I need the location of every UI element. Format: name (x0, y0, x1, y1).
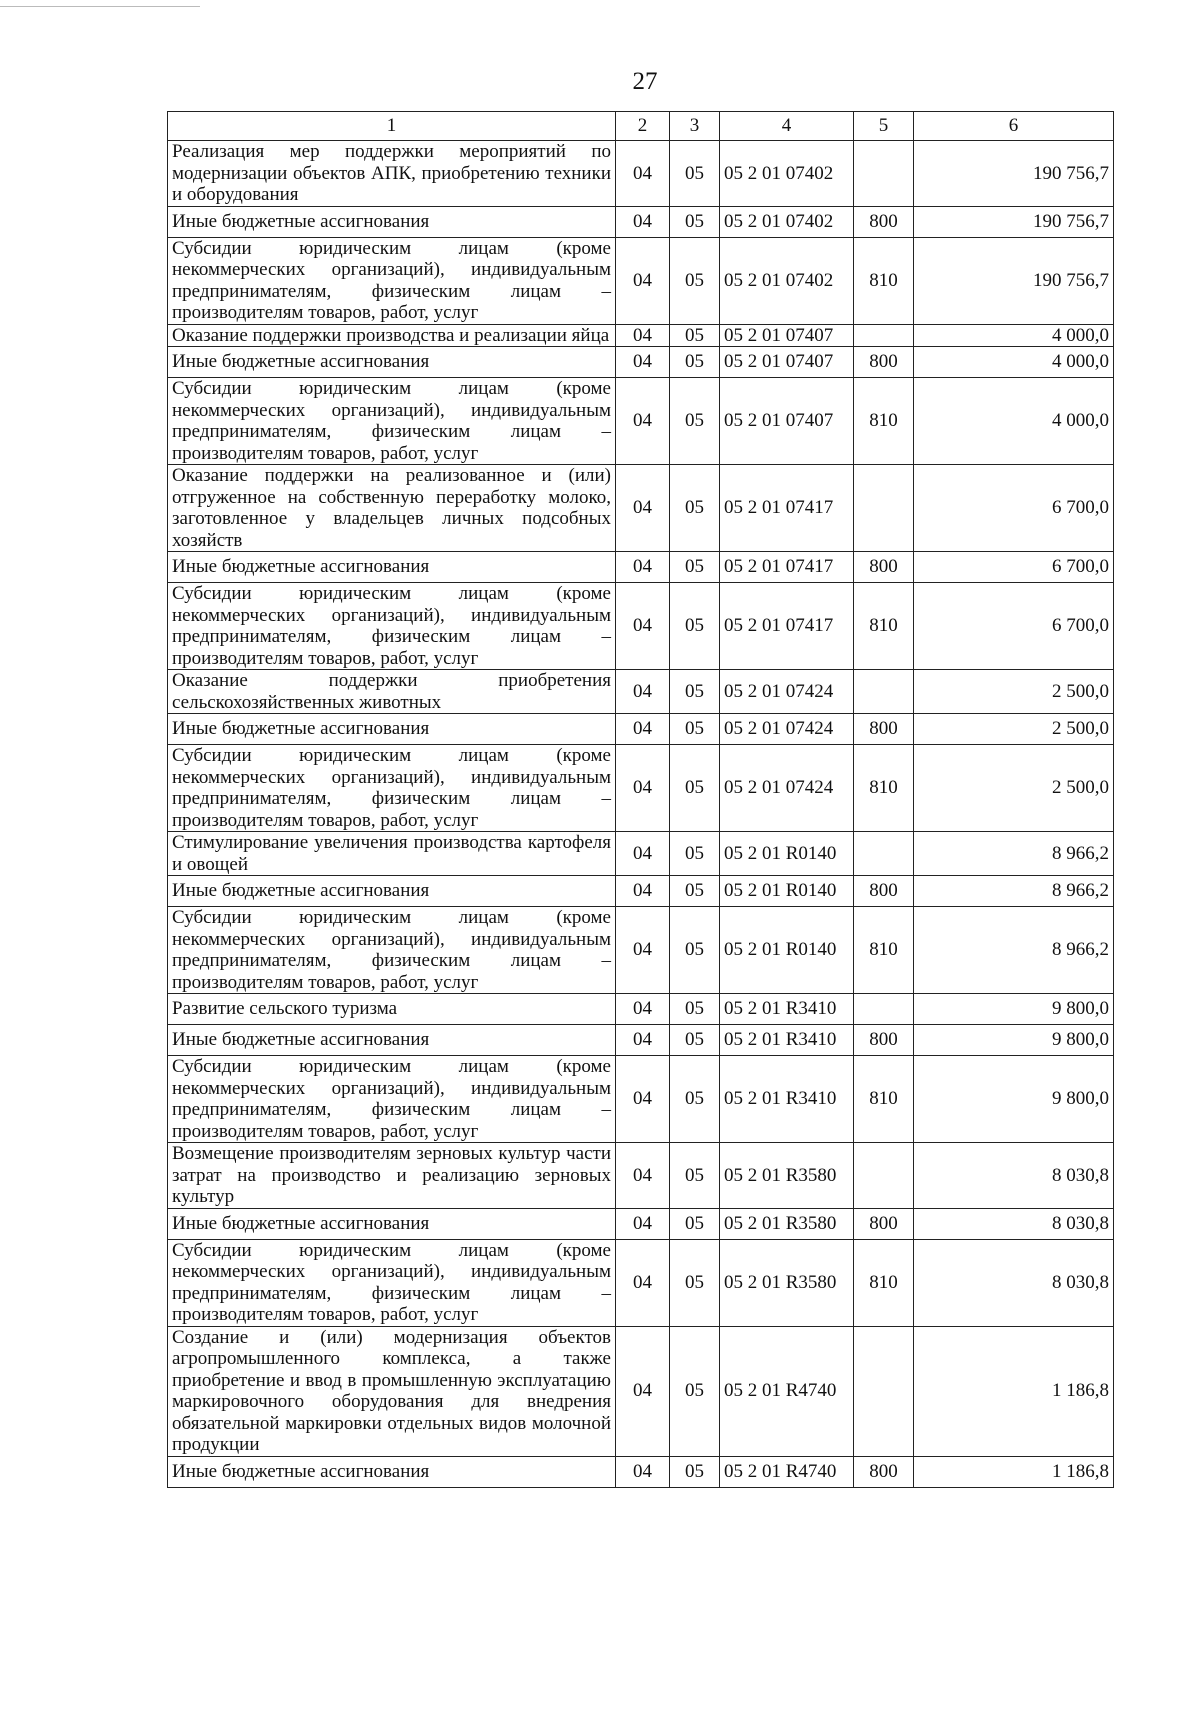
expense-type-code (854, 670, 914, 714)
subsection-code: 05 (670, 1143, 720, 1209)
section-code: 04 (616, 237, 670, 324)
row-name: Субсидии юридическим лицам (кроме некоммерческих организаций), индивидуальным предпринимателям, физическим лицам – производителям товаров, работ, услуг (168, 745, 616, 832)
amount: 2 500,0 (914, 714, 1114, 745)
expense-type-code (854, 994, 914, 1025)
table-row (168, 583, 1114, 670)
subsection-code: 05 (670, 832, 720, 876)
table-row (168, 994, 1114, 1025)
section-code: 04 (616, 745, 670, 832)
section-code: 04 (616, 994, 670, 1025)
table-row (168, 552, 1114, 583)
expense-type-code: 800 (854, 1025, 914, 1056)
subsection-code: 05 (670, 206, 720, 237)
section-code: 04 (616, 1239, 670, 1326)
amount: 6 700,0 (914, 465, 1114, 552)
section-code: 04 (616, 1326, 670, 1456)
expense-type-code: 800 (854, 206, 914, 237)
expense-type-code: 800 (854, 876, 914, 907)
column-header: 1 (168, 112, 616, 141)
section-code: 04 (616, 1208, 670, 1239)
expense-type-code: 810 (854, 378, 914, 465)
table-row (168, 237, 1114, 324)
expense-type-code: 810 (854, 1239, 914, 1326)
expense-type-code: 800 (854, 1456, 914, 1487)
target-article-code: 05 2 01 R3410 (720, 1056, 854, 1143)
amount: 8 030,8 (914, 1143, 1114, 1209)
subsection-code: 05 (670, 876, 720, 907)
section-code: 04 (616, 1025, 670, 1056)
row-name: Иные бюджетные ассигнования (168, 876, 616, 907)
table-row (168, 206, 1114, 237)
column-header: 4 (720, 112, 854, 141)
table-row (168, 1056, 1114, 1143)
amount: 6 700,0 (914, 583, 1114, 670)
subsection-code: 05 (670, 1239, 720, 1326)
table-row (168, 141, 1114, 207)
table-row (168, 670, 1114, 714)
expense-type-code (854, 465, 914, 552)
section-code: 04 (616, 583, 670, 670)
section-code: 04 (616, 378, 670, 465)
row-name: Иные бюджетные ассигнования (168, 1025, 616, 1056)
section-code: 04 (616, 670, 670, 714)
subsection-code: 05 (670, 237, 720, 324)
row-name: Субсидии юридическим лицам (кроме некоммерческих организаций), индивидуальным предпринимателям, физическим лицам – производителям товаров, работ, услуг (168, 378, 616, 465)
table-row (168, 876, 1114, 907)
amount: 9 800,0 (914, 994, 1114, 1025)
section-code: 04 (616, 1056, 670, 1143)
table-row (168, 1025, 1114, 1056)
amount: 190 756,7 (914, 237, 1114, 324)
row-name: Субсидии юридическим лицам (кроме некоммерческих организаций), индивидуальным предпринимателям, физическим лицам – производителям товаров, работ, услуг (168, 583, 616, 670)
target-article-code: 05 2 01 07407 (720, 347, 854, 378)
section-code: 04 (616, 141, 670, 207)
row-name: Оказание поддержки приобретения сельскохозяйственных животных (168, 670, 616, 714)
table-row (168, 1456, 1114, 1487)
column-header: 2 (616, 112, 670, 141)
target-article-code: 05 2 01 R0140 (720, 907, 854, 994)
amount: 2 500,0 (914, 670, 1114, 714)
row-name: Субсидии юридическим лицам (кроме некоммерческих организаций), индивидуальным предпринимателям, физическим лицам – производителям товаров, работ, услуг (168, 1239, 616, 1326)
budget-table (167, 111, 1114, 1488)
row-name: Иные бюджетные ассигнования (168, 552, 616, 583)
table-row (168, 745, 1114, 832)
subsection-code: 05 (670, 994, 720, 1025)
target-article-code: 05 2 01 R4740 (720, 1326, 854, 1456)
target-article-code: 05 2 01 07417 (720, 465, 854, 552)
amount: 1 186,8 (914, 1456, 1114, 1487)
amount: 4 000,0 (914, 378, 1114, 465)
expense-type-code: 800 (854, 347, 914, 378)
table-row (168, 832, 1114, 876)
expense-type-code (854, 832, 914, 876)
subsection-code: 05 (670, 1056, 720, 1143)
row-name: Реализация мер поддержки мероприятий по модернизации объектов АПК, приобретению техники и оборудования (168, 141, 616, 207)
amount: 8 966,2 (914, 907, 1114, 994)
expense-type-code: 810 (854, 1056, 914, 1143)
row-name: Иные бюджетные ассигнования (168, 714, 616, 745)
subsection-code: 05 (670, 1208, 720, 1239)
expense-type-code: 810 (854, 237, 914, 324)
row-name: Субсидии юридическим лицам (кроме некоммерческих организаций), индивидуальным предпринимателям, физическим лицам – производителям товаров, работ, услуг (168, 237, 616, 324)
section-code: 04 (616, 1143, 670, 1209)
section-code: 04 (616, 714, 670, 745)
amount: 8 966,2 (914, 876, 1114, 907)
target-article-code: 05 2 01 R0140 (720, 876, 854, 907)
target-article-code: 05 2 01 07407 (720, 378, 854, 465)
column-header: 5 (854, 112, 914, 141)
target-article-code: 05 2 01 07402 (720, 141, 854, 207)
subsection-code: 05 (670, 324, 720, 347)
row-name: Оказание поддержки производства и реализации яйца (168, 324, 616, 347)
subsection-code: 05 (670, 1025, 720, 1056)
section-code: 04 (616, 907, 670, 994)
table-header-row (168, 112, 1114, 141)
section-code: 04 (616, 1456, 670, 1487)
row-name: Субсидии юридическим лицам (кроме некоммерческих организаций), индивидуальным предпринимателям, физическим лицам – производителям товаров, работ, услуг (168, 907, 616, 994)
subsection-code: 05 (670, 347, 720, 378)
table-row (168, 378, 1114, 465)
expense-type-code: 810 (854, 745, 914, 832)
amount: 6 700,0 (914, 552, 1114, 583)
amount: 4 000,0 (914, 324, 1114, 347)
target-article-code: 05 2 01 R3410 (720, 994, 854, 1025)
target-article-code: 05 2 01 R3580 (720, 1239, 854, 1326)
scan-top-rule (0, 6, 200, 7)
table-row (168, 347, 1114, 378)
row-name: Иные бюджетные ассигнования (168, 1456, 616, 1487)
expense-type-code (854, 1143, 914, 1209)
table-row (168, 324, 1114, 347)
target-article-code: 05 2 01 R3580 (720, 1143, 854, 1209)
amount: 9 800,0 (914, 1025, 1114, 1056)
section-code: 04 (616, 465, 670, 552)
column-header: 6 (914, 112, 1114, 141)
subsection-code: 05 (670, 670, 720, 714)
expense-type-code (854, 141, 914, 207)
table-body (168, 141, 1114, 1488)
subsection-code: 05 (670, 583, 720, 670)
row-name: Возмещение производителям зерновых культур части затрат на производство и реализацию зерновых культур (168, 1143, 616, 1209)
subsection-code: 05 (670, 714, 720, 745)
amount: 9 800,0 (914, 1056, 1114, 1143)
table-row (168, 907, 1114, 994)
row-name: Иные бюджетные ассигнования (168, 206, 616, 237)
section-code: 04 (616, 552, 670, 583)
subsection-code: 05 (670, 1456, 720, 1487)
target-article-code: 05 2 01 07417 (720, 583, 854, 670)
target-article-code: 05 2 01 R3410 (720, 1025, 854, 1056)
section-code: 04 (616, 832, 670, 876)
section-code: 04 (616, 206, 670, 237)
table-row (168, 714, 1114, 745)
table-row (168, 1143, 1114, 1209)
subsection-code: 05 (670, 378, 720, 465)
row-name: Стимулирование увеличения производства картофеля и овощей (168, 832, 616, 876)
table-row (168, 1326, 1114, 1456)
target-article-code: 05 2 01 07417 (720, 552, 854, 583)
amount: 2 500,0 (914, 745, 1114, 832)
amount: 8 030,8 (914, 1239, 1114, 1326)
table-row (168, 1239, 1114, 1326)
subsection-code: 05 (670, 907, 720, 994)
row-name: Иные бюджетные ассигнования (168, 347, 616, 378)
target-article-code: 05 2 01 R3580 (720, 1208, 854, 1239)
row-name: Развитие сельского туризма (168, 994, 616, 1025)
expense-type-code: 800 (854, 714, 914, 745)
subsection-code: 05 (670, 745, 720, 832)
target-article-code: 05 2 01 07424 (720, 670, 854, 714)
amount: 4 000,0 (914, 347, 1114, 378)
subsection-code: 05 (670, 465, 720, 552)
target-article-code: 05 2 01 R4740 (720, 1456, 854, 1487)
section-code: 04 (616, 324, 670, 347)
target-article-code: 05 2 01 R0140 (720, 832, 854, 876)
amount: 8 966,2 (914, 832, 1114, 876)
amount: 8 030,8 (914, 1208, 1114, 1239)
target-article-code: 05 2 01 07402 (720, 206, 854, 237)
expense-type-code: 800 (854, 1208, 914, 1239)
section-code: 04 (616, 876, 670, 907)
page-number: 27 (632, 68, 658, 95)
expense-type-code: 800 (854, 552, 914, 583)
target-article-code: 05 2 01 07407 (720, 324, 854, 347)
amount: 190 756,7 (914, 141, 1114, 207)
column-header: 3 (670, 112, 720, 141)
row-name: Субсидии юридическим лицам (кроме некоммерческих организаций), индивидуальным предпринимателям, физическим лицам – производителям товаров, работ, услуг (168, 1056, 616, 1143)
expense-type-code (854, 1326, 914, 1456)
expense-type-code: 810 (854, 907, 914, 994)
subsection-code: 05 (670, 1326, 720, 1456)
row-name: Иные бюджетные ассигнования (168, 1208, 616, 1239)
target-article-code: 05 2 01 07424 (720, 745, 854, 832)
amount: 1 186,8 (914, 1326, 1114, 1456)
expense-type-code (854, 324, 914, 347)
row-name: Создание и (или) модернизация объектов агропромышленного комплекса, а также приобретение и ввод в промышленную эксплуатацию маркировочного оборудования для внедрения обязательной маркировки отдельных видов молочной продукции (168, 1326, 616, 1456)
table-row (168, 1208, 1114, 1239)
amount: 190 756,7 (914, 206, 1114, 237)
target-article-code: 05 2 01 07424 (720, 714, 854, 745)
target-article-code: 05 2 01 07402 (720, 237, 854, 324)
section-code: 04 (616, 347, 670, 378)
expense-type-code: 810 (854, 583, 914, 670)
row-name: Оказание поддержки на реализованное и (или) отгруженное на собственную переработку молоко, заготовленное у владельцев личных подсобных хозяйств (168, 465, 616, 552)
table-row (168, 465, 1114, 552)
subsection-code: 05 (670, 552, 720, 583)
subsection-code: 05 (670, 141, 720, 207)
